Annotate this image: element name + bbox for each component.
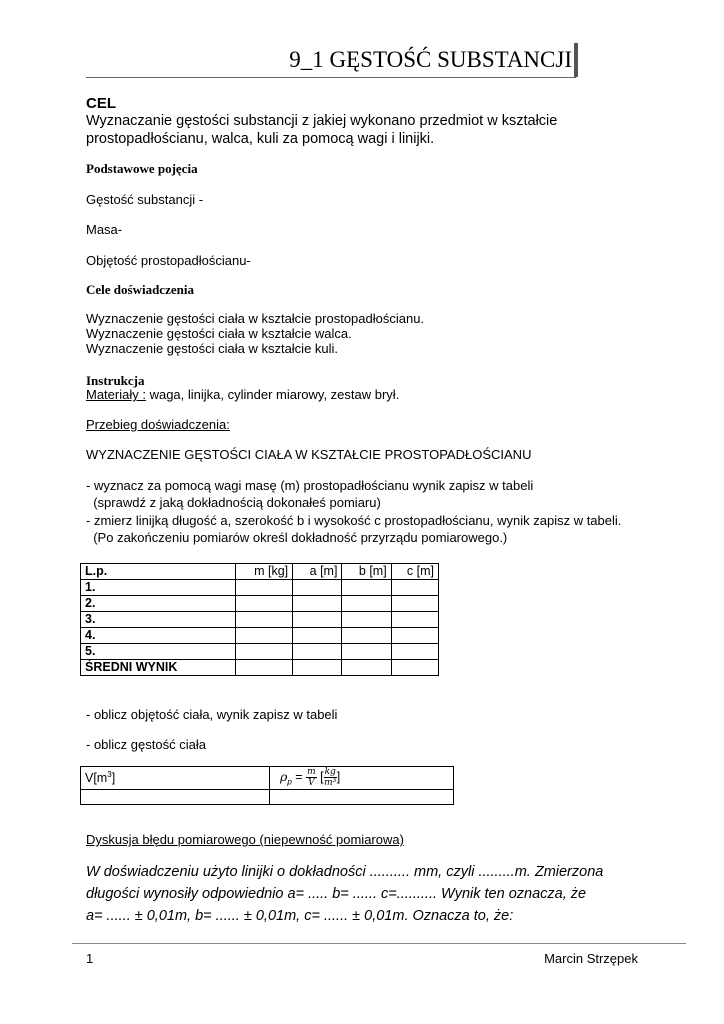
table-cell [342, 660, 391, 676]
row-label: ŚREDNI WYNIK [81, 660, 236, 676]
table-cell [235, 596, 292, 612]
step-line: (Po zakończeniu pomiarów określ dokładność przyrządu pomiarowego.) [86, 530, 508, 545]
table-cell [293, 628, 342, 644]
dyskusja-line: a= ...... ± 0,01m, b= ...... ± 0,01m, c= ...... ± 0,01m. Oznacza to, że: [86, 908, 514, 924]
definition-item: Objętość prostopadłościanu- [86, 253, 251, 268]
table-row [81, 596, 439, 612]
table-row [81, 628, 439, 644]
instruction-line: - oblicz objętość ciała, wynik zapisz w tabeli [86, 707, 338, 722]
cel-heading: CEL [86, 95, 116, 112]
table-cell [342, 628, 391, 644]
materials-label: Materiały : [86, 387, 146, 402]
header-cell: c [m] [391, 564, 438, 580]
table-cell [391, 628, 438, 644]
table-cell [293, 596, 342, 612]
table-cell [235, 628, 292, 644]
header-horizontal-rule [86, 77, 576, 78]
podstawowe-heading: Podstawowe pojęcia [86, 161, 198, 176]
table-cell [391, 644, 438, 660]
header-vertical-rule [574, 43, 578, 77]
rho-symbol: ρ [280, 768, 288, 784]
table-cell [235, 660, 292, 676]
row-label: 4. [81, 628, 236, 644]
materials-line [86, 387, 399, 402]
table-cell [81, 790, 270, 805]
step-line: (sprawdź z jaką dokładnością dokonałeś pomiaru) [86, 495, 381, 510]
step-line: - zmierz linijką długość a, szerokość b i wysokość c prostopadłościanu, wynik zapisz w tabeli. [86, 513, 622, 528]
section-title: WYZNACZENIE GĘSTOŚCI CIAŁA W KSZTAŁCIE PROSTOPADŁOŚCIANU [86, 447, 532, 462]
table-cell [342, 596, 391, 612]
materials-text: waga, linijka, cylinder miarowy, zestaw brył. [145, 387, 400, 402]
table-cell [391, 596, 438, 612]
table-cell [293, 612, 342, 628]
goal-item: Wyznaczenie gęstości ciała w kształcie kuli. [86, 341, 339, 356]
dyskusja-heading: Dyskusja błędu pomiarowego (niepewność pomiarowa) [86, 832, 404, 847]
row-label: 5. [81, 644, 236, 660]
table-header-row [81, 564, 439, 580]
definition-item: Gęstość substancji - [86, 192, 204, 207]
table-header-row [81, 767, 454, 790]
row-label: 2. [81, 596, 236, 612]
table-cell [342, 612, 391, 628]
header [0, 42, 572, 78]
table-cell [293, 644, 342, 660]
table-cell [342, 580, 391, 596]
density-formula: $\frac{m}{V}$ [307, 767, 316, 788]
density-header-cell: $\rho_p$ = $\frac{m}{V}$ [ $\frac{kg}{\text{m³}}$ ] [270, 767, 454, 790]
measurement-table [80, 563, 439, 676]
table-row [81, 790, 454, 805]
header-cell: a [m] [293, 564, 342, 580]
table-row [81, 612, 439, 628]
header-cell: b [m] [342, 564, 391, 580]
table-cell [235, 580, 292, 596]
instruction-line: - oblicz gęstość ciała [86, 737, 206, 752]
volume-header-cell: $V[m^3]$ [81, 767, 270, 790]
table-cell [270, 790, 454, 805]
definition-item: Masa- [86, 222, 123, 237]
footer-author: Marcin Strzępek [544, 951, 638, 966]
table-cell [235, 612, 292, 628]
przebieg-label: Przebieg doświadczenia: [86, 417, 230, 432]
table-cell [391, 612, 438, 628]
goal-item: Wyznaczenie gęstości ciała w kształcie prostopadłościanu. [86, 311, 425, 326]
cel-text: Wyznaczanie gęstości substancji z jakiej wykonano przedmiot w kształcie prostopadłościanu, walca, kuli za pomocą wagi i linijki. [86, 113, 558, 147]
table-cell [235, 644, 292, 660]
dyskusja-line: W doświadczeniu użyto linijki o dokładności .......... mm, czyli .........m. Zmierzona [86, 864, 604, 880]
table-row [81, 644, 439, 660]
density-unit: $\frac{kg}{\text{m³}}$ [324, 767, 337, 788]
footer-rule [72, 943, 686, 944]
table-cell [391, 580, 438, 596]
row-label: 1. [81, 580, 236, 596]
table-cell [293, 580, 342, 596]
table-cell [293, 660, 342, 676]
row-label: 3. [81, 612, 236, 628]
instrukcja-heading: Instrukcja [86, 373, 145, 388]
cele-heading: Cele doświadczenia [86, 282, 194, 297]
header-cell: m [kg] [235, 564, 292, 580]
goal-item: Wyznaczenie gęstości ciała w kształcie walca. [86, 326, 352, 341]
page-number: 1 [86, 951, 94, 966]
page-title: 9_1 GĘSTOŚĆ SUBSTANCJI [289, 47, 572, 72]
table-row [81, 580, 439, 596]
dyskusja-line: długości wynosiły odpowiednio a= ..... b= ...... c=.......... Wynik ten oznacza, że [86, 886, 587, 902]
volume-density-table [80, 766, 454, 805]
table-cell [391, 660, 438, 676]
table-cell [342, 644, 391, 660]
header-cell: L.p. [81, 564, 236, 580]
table-row [81, 660, 439, 676]
step-line: - wyznacz za pomocą wagi masę (m) prostopadłościanu wynik zapisz w tabeli [86, 478, 534, 493]
